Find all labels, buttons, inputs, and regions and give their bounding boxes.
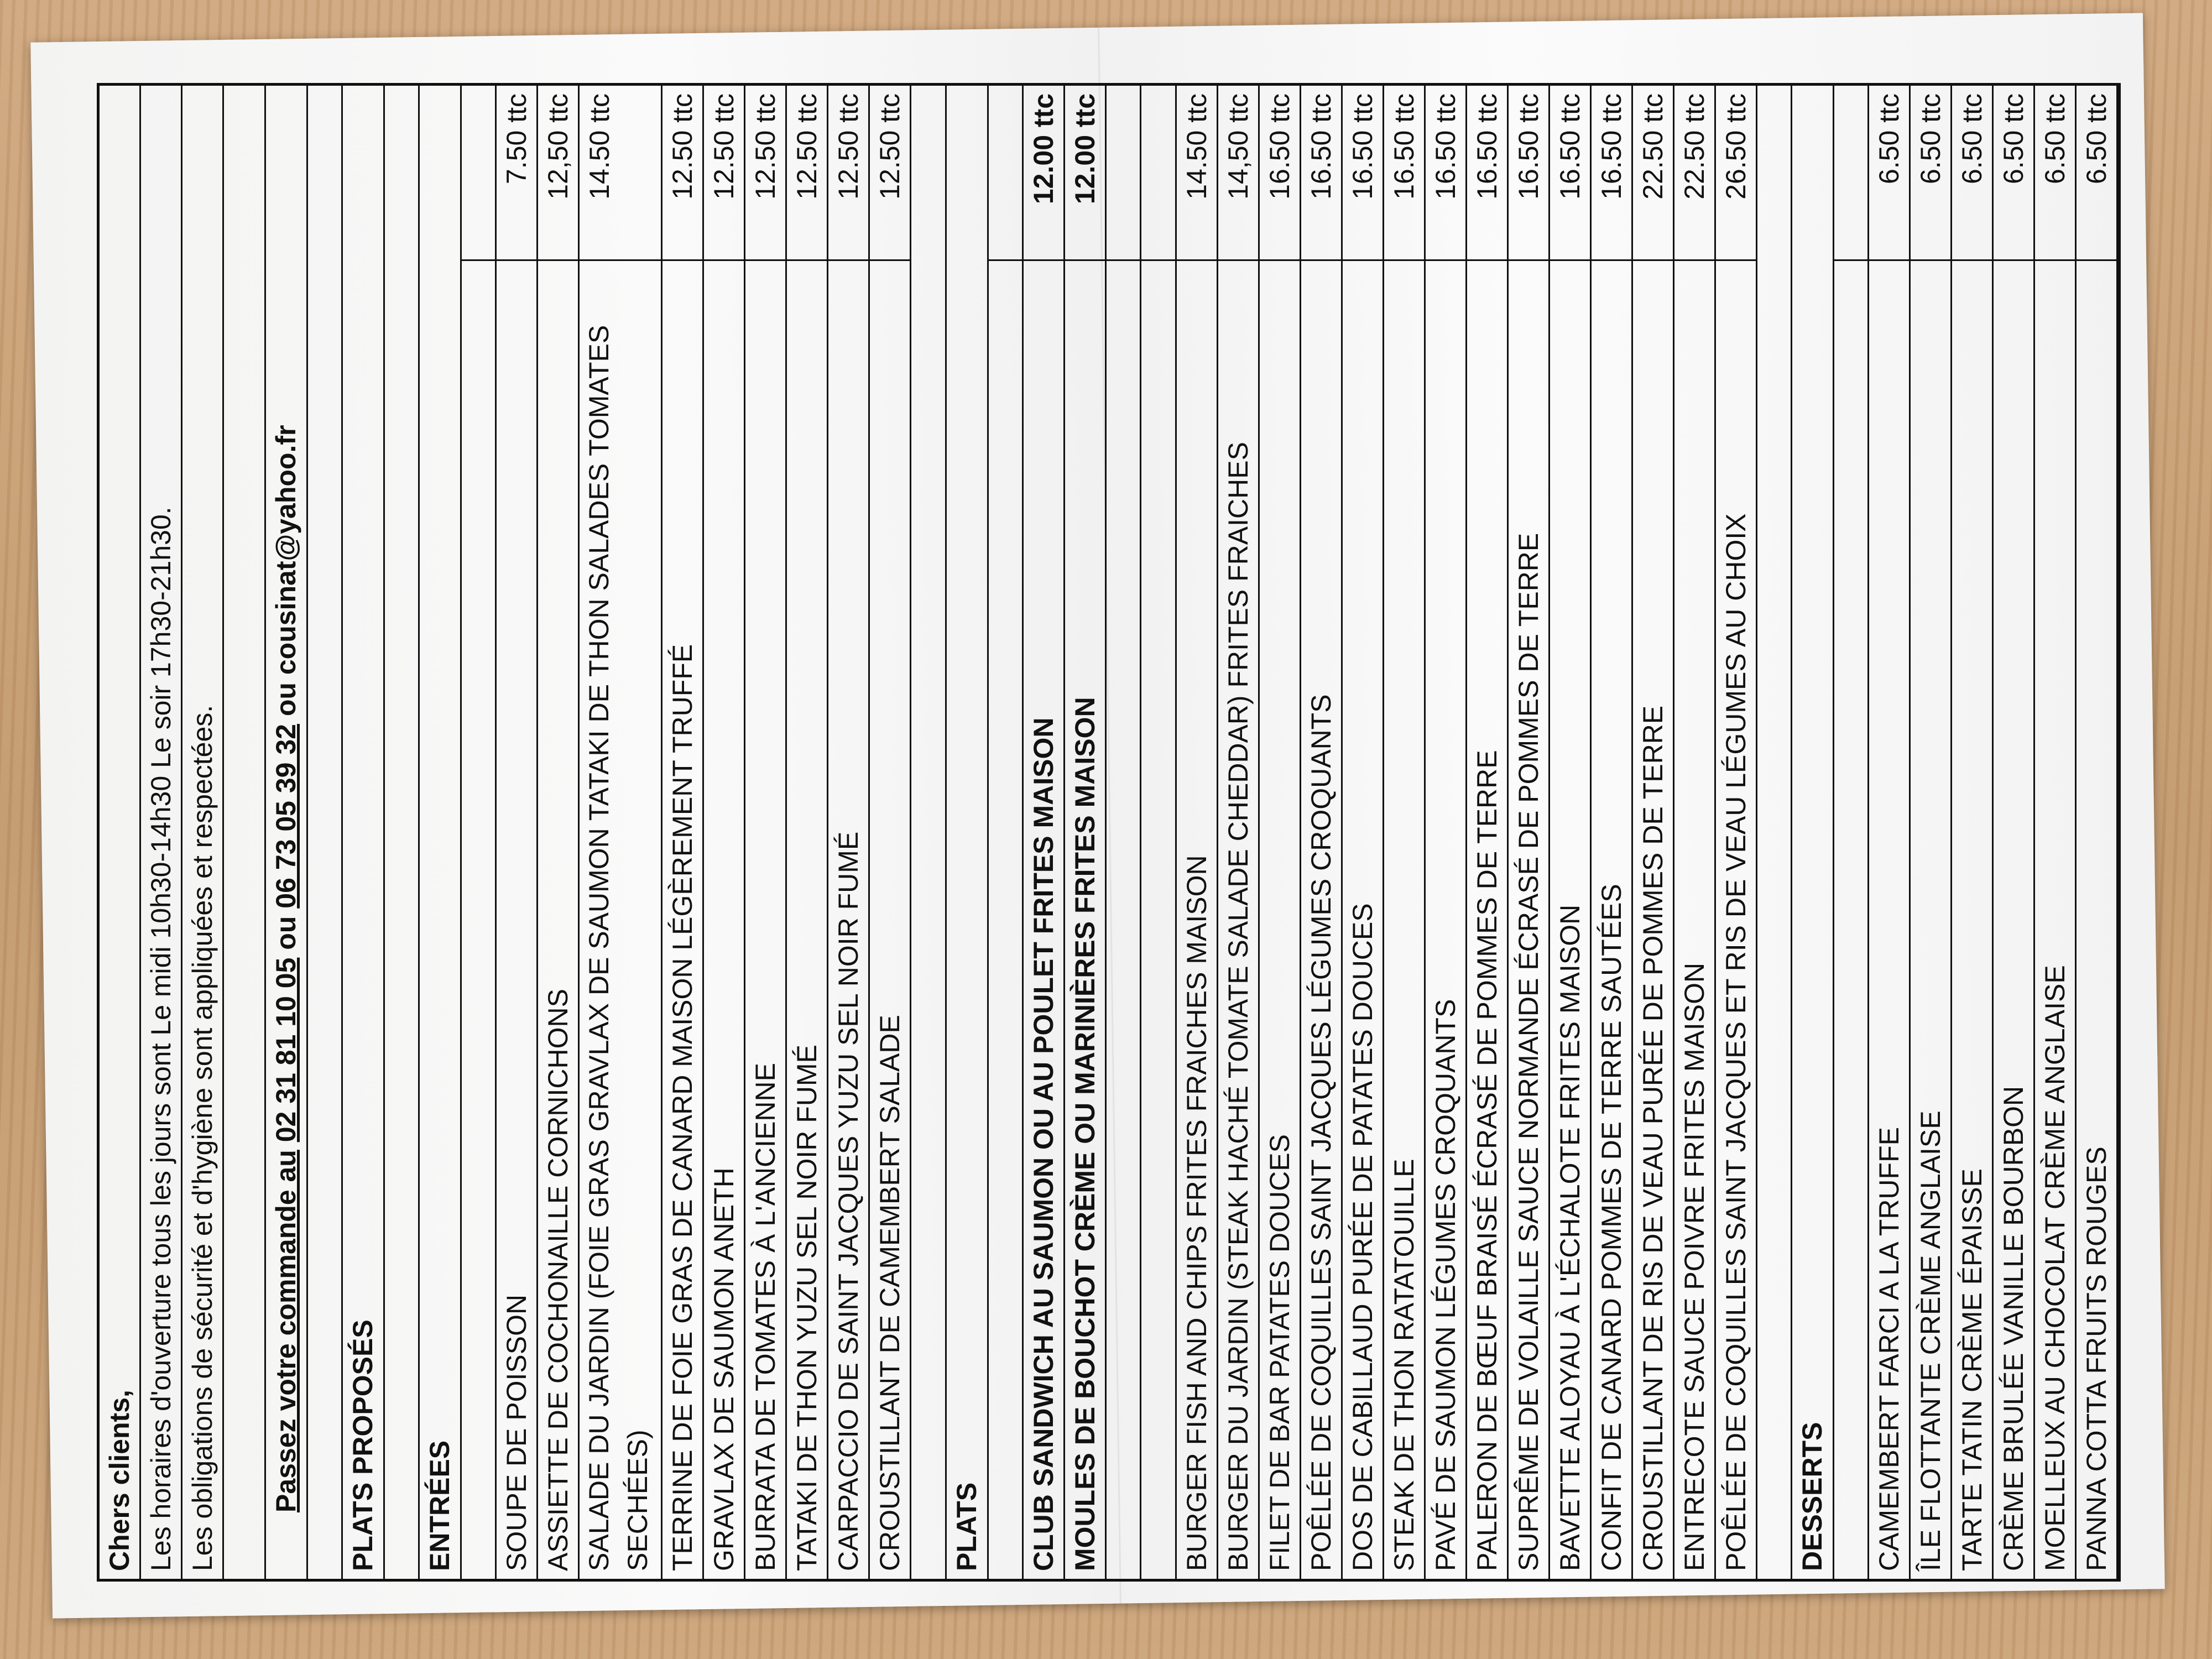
menu-item-price: 6.50 ttc	[2077, 86, 2116, 261]
menu-item-name: TATAKI DE THON YUZU SEL NOIR FUMÉ	[791, 1045, 823, 1571]
menu-item-price: 16.50 ttc	[1343, 86, 1383, 261]
menu-item-price: 12.50 ttc	[870, 86, 910, 261]
menu-item-row	[1633, 86, 1674, 1579]
menu-item-row	[2035, 86, 2077, 1579]
menu-item-price: 14.50 ttc	[580, 86, 661, 261]
menu-item-name: MOELLEUX AU CHOCOLAT CRÈME ANGLAISE	[2039, 965, 2071, 1571]
menu-item-row	[704, 86, 745, 1579]
menu-item-row	[828, 86, 870, 1579]
or-1: ou	[270, 916, 301, 950]
menu-item-price: 26.50 ttc	[1716, 86, 1756, 261]
menu-item-name: ASSIETTE DE COCHONAILLE CORNICHONS	[542, 989, 574, 1571]
or-2: ou	[270, 682, 301, 717]
plats-list	[1177, 86, 1757, 1579]
phone-2[interactable]: 06 73 05 39 32	[270, 724, 301, 909]
menu-item-name: CAMEMBERT FARCI A LA TRUFFE	[1874, 1127, 1905, 1571]
menu-item-price: 16.50 ttc	[1426, 86, 1465, 261]
menu-item-row	[1065, 86, 1107, 1579]
menu-item-row	[1869, 86, 1911, 1579]
menu-item-row	[497, 86, 538, 1579]
menu-item-price: 6.50 ttc	[1869, 86, 1909, 261]
menu-item-name: CROUSTILLANT DE CAMEMBERT SALADE	[874, 1015, 906, 1571]
menu-item-name: BAVETTE ALOYAU À L'ÉCHALOTE FRITES MAISON	[1554, 904, 1585, 1571]
menu-item-row	[1592, 86, 1633, 1579]
menu-item-name: TARTE TATIN CRÈME ÉPAISSE	[1957, 1168, 1988, 1571]
menu-item-name: MOULES DE BOUCHOT CRÈME OU MARINIÈRES FRITES MAISON	[1069, 697, 1100, 1571]
menu-item-price: 12.50 ttc	[745, 86, 785, 261]
blank-row	[1834, 86, 1869, 1579]
menu-item-row	[1509, 86, 1550, 1579]
menu-item-row	[538, 86, 580, 1579]
menu-item-name: SUPRÊME DE VOLAILLE SAUCE NORMANDE ÉCRASÉ DE POMMES DE TERRE	[1512, 533, 1544, 1571]
menu-item-price: 6.50 ttc	[2035, 86, 2075, 261]
menu-item-name: BURGER DU JARDIN (STEAK HACHÉ TOMATE SALADE CHEDDAR) FRITES FRAICHES	[1222, 442, 1254, 1571]
blank-row	[308, 86, 343, 1579]
menu-item-name: POÊLÉE DE COQUILLES SAINT JACQUES LÉGUMES CROQUANTS	[1305, 694, 1337, 1571]
menu-table	[97, 83, 2121, 1582]
menu-item-price: 7.50 ttc	[497, 86, 536, 261]
menu-item-name: DOS DE CABILLAUD PURÉE DE PATATES DOUCES	[1347, 903, 1378, 1571]
menu-item-price: 16.50 ttc	[1301, 86, 1341, 261]
menu-item-name: PANNA COTTA FRUITS ROUGES	[2081, 1146, 2112, 1571]
menu-item-name: PAVÉ DE SAUMON LÉGUMES CROQUANTS	[1430, 999, 1461, 1571]
entrees-heading: ENTRÉES	[420, 86, 462, 1579]
phone-1[interactable]: 02 31 81 10 05	[270, 957, 301, 1142]
blank-row	[385, 86, 420, 1579]
menu-item-row	[1550, 86, 1592, 1579]
rules-text: Les obligations de sécurité et d'hygiène sont appliquées et respectées.	[187, 705, 218, 1571]
menu-item-price: 16.50 ttc	[1509, 86, 1548, 261]
menu-item-price: 12.50 ttc	[704, 86, 744, 261]
blank-row	[911, 86, 946, 1579]
menu-item-price: 6.50 ttc	[1994, 86, 2033, 261]
menu-item-price: 22.50 ttc	[1633, 86, 1673, 261]
menu-item-row	[1384, 86, 1426, 1579]
menu-item-price: 16.50 ttc	[1550, 86, 1590, 261]
hours-row	[141, 86, 182, 1579]
plats-heading: PLATS	[947, 86, 989, 1579]
hours-text: Les horaires d'ouverture tous les jours sont Le midi 10h30-14h30 Le soir 17h30-21h30.	[145, 507, 176, 1571]
blank-row	[224, 86, 266, 1579]
menu-item-name: CRÈME BRULÉE VANILLE BOURBON	[1998, 1086, 2030, 1571]
menu-item-name: CLUB SANDWICH AU SAUMON OU AU POULET FRITES MAISON	[1027, 717, 1059, 1571]
menu-item-price: 12.50 ttc	[828, 86, 868, 261]
order-row	[266, 86, 308, 1579]
menu-item-row	[870, 86, 911, 1579]
menu-item-row	[1343, 86, 1384, 1579]
menu-item-row	[1716, 86, 1757, 1579]
menu-item-price: 16.50 ttc	[1260, 86, 1300, 261]
menu-item-name: FILET DE BAR PATATES DOUCES	[1264, 1134, 1295, 1571]
menu-item-row	[787, 86, 828, 1579]
desserts-list	[1869, 86, 2118, 1579]
menu-item-name: SALADE DU JARDIN (FOIE GRAS GRAVLAX DE SAUMON TATAKI DE THON SALADES TOMATES SECHÉES)	[583, 325, 654, 1571]
menu-item-price: 16.50 ttc	[1384, 86, 1424, 261]
menu-item-row	[1301, 86, 1343, 1579]
menu-item-row	[1467, 86, 1509, 1579]
menu-item-price: 14,50 ttc	[1218, 86, 1258, 261]
menu-item-row	[1674, 86, 1716, 1579]
menu-item-price: 12.00 ttc	[1065, 86, 1105, 261]
menu-item-price: 12.00 ttc	[1024, 86, 1063, 261]
menu-item-row	[1426, 86, 1467, 1579]
menu-item-name: SOUPE DE POISSON	[501, 1294, 533, 1571]
menu-item-row	[1260, 86, 1301, 1579]
menu-item-price: 12,50 ttc	[538, 86, 578, 261]
menu-item-name: TERRINE DE FOIE GRAS DE CANARD MAISON LÉGÈREMENT TRUFFÉ	[667, 644, 698, 1571]
menu-item-row	[2077, 86, 2118, 1579]
menu-item-row	[1952, 86, 1994, 1579]
blank-row	[1107, 86, 1141, 1579]
menu-item-price: 16.50 ttc	[1467, 86, 1507, 261]
plats-proposes-heading: PLATS PROPOSÉS	[343, 86, 385, 1579]
menu-item-name: CONFIT DE CANARD POMMES DE TERRE SAUTÉES	[1595, 884, 1627, 1571]
menu-item-row	[580, 86, 662, 1579]
menu-item-price: 12.50 ttc	[787, 86, 827, 261]
desserts-heading: DESSERTS	[1792, 86, 1834, 1579]
menu-item-name: CROUSTILLANT DE RIS DE VEAU PURÉE DE POMMES DE TERRE	[1637, 705, 1668, 1571]
menu-item-price: 6.50 ttc	[1952, 86, 1992, 261]
menu-item-row	[1024, 86, 1065, 1579]
greeting-text: Chers clients,	[104, 1390, 135, 1571]
menu-item-price: 16.50 ttc	[1592, 86, 1631, 261]
menu-item-row	[1911, 86, 1952, 1579]
rules-row	[182, 86, 224, 1579]
menu-item-name: PALERON DE BŒUF BRAISÉ ÉCRASÉ DE POMMES DE TERRE	[1471, 750, 1503, 1571]
menu-item-row	[1218, 86, 1260, 1579]
greeting-row	[100, 86, 141, 1579]
order-prefix: Passez votre commande au	[270, 1150, 301, 1512]
menu-item-name: CARPACCIO DE SAINT JACQUES YUZU SEL NOIR FUMÉ	[833, 831, 864, 1571]
menu-item-name: BURRATA DE TOMATES À L'ANCIENNE	[750, 1063, 781, 1571]
menu-item-name: GRAVLAX DE SAUMON ANETH	[708, 1167, 740, 1571]
blank-row	[1141, 86, 1176, 1579]
menu-item-row	[1994, 86, 2035, 1579]
plats-bold-list	[1024, 86, 1107, 1579]
entrees-list	[497, 86, 911, 1579]
menu-item-row	[1177, 86, 1218, 1579]
blank-row	[1757, 86, 1792, 1579]
menu-item-name: POÊLÉE DE COQUILLES SAINT JACQUES ET RIS DE VEAU LÉGUMES AU CHOIX	[1720, 513, 1751, 1571]
menu-item-name: STEAK DE THON RATATOUILLE	[1388, 1159, 1420, 1571]
menu-item-row	[662, 86, 704, 1579]
menu-item-name: BURGER FISH AND CHIPS FRITES FRAICHES MAISON	[1181, 855, 1212, 1571]
email-link[interactable]: cousinat@yahoo.fr	[270, 425, 301, 675]
menu-item-name: ENTRECOTE SAUCE POIVRE FRITES MAISON	[1678, 962, 1710, 1571]
menu-item-price: 14.50 ttc	[1177, 86, 1217, 261]
menu-item-name: ÎLE FLOTTANTE CRÈME ANGLAISE	[1915, 1110, 1947, 1571]
blank-row	[462, 86, 497, 1579]
blank-row	[989, 86, 1024, 1579]
menu-item-row	[745, 86, 787, 1579]
menu-item-price: 12.50 ttc	[662, 86, 702, 261]
menu-item-price: 22.50 ttc	[1674, 86, 1714, 261]
menu-item-price: 6.50 ttc	[1911, 86, 1950, 261]
